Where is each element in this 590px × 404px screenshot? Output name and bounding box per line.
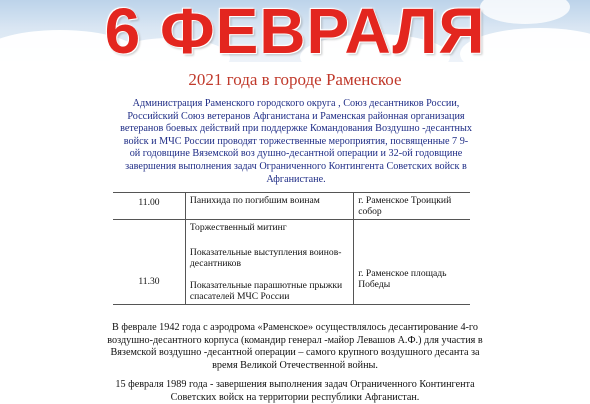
schedule-time: 11.00 (113, 193, 185, 220)
table-row (113, 220, 470, 305)
schedule-events-cell (185, 220, 353, 305)
schedule-event: Показательные выступления воинов-десантников (189, 247, 342, 269)
header-banner (0, 0, 590, 62)
history-paragraph: 15 февраля 1989 года - завершения выполнения задач Ограниченного Контингента Советских войск на территории республики Афганистан. (115, 379, 475, 403)
schedule-event: Торжественный митинг (189, 222, 287, 233)
schedule-event: Панихида по погибшим воинам (185, 193, 353, 220)
schedule-table (113, 192, 470, 305)
schedule-place: г. Раменское Троицкий собор (354, 193, 470, 220)
event-subtitle: 2021 года в городе Раменское (188, 70, 402, 89)
history-paragraph: В феврале 1942 года с аэродрома «Раменское» осуществлялось десантирование 4-го воздушно-десантного корпуса (командир генерал -майор Левашов А.Ф.) для участия в Вяземской воздушно -десантной операции – самого крупного воздушного десанта за время Великой Отечественной войны. (107, 322, 483, 371)
banner-title: 6 ФЕВРАЛЯ (104, 0, 486, 62)
table-row (113, 193, 470, 220)
schedule-event: Показательные парашютные прыжки спасателей МЧС России (189, 280, 343, 302)
schedule-time: 11.30 (113, 220, 185, 305)
schedule-place: г. Раменское площадь Победы (354, 220, 470, 305)
intro-paragraph: Администрация Раменского городского округа , Союз десантников России, Российский Союз ветеранов Афганистана и Раменская районная организация ветеранов боевых действий при поддержке Командования Воздушно -десантных войск и МЧС России проводят торжественные мероприятия, посвященные 7 9-ой годовщине Вяземской воз душно-десантной операции и 32-ой годовщине завершения выполнения задач Ограниченного Контингента Советских войск в Афганистане. (120, 98, 472, 185)
